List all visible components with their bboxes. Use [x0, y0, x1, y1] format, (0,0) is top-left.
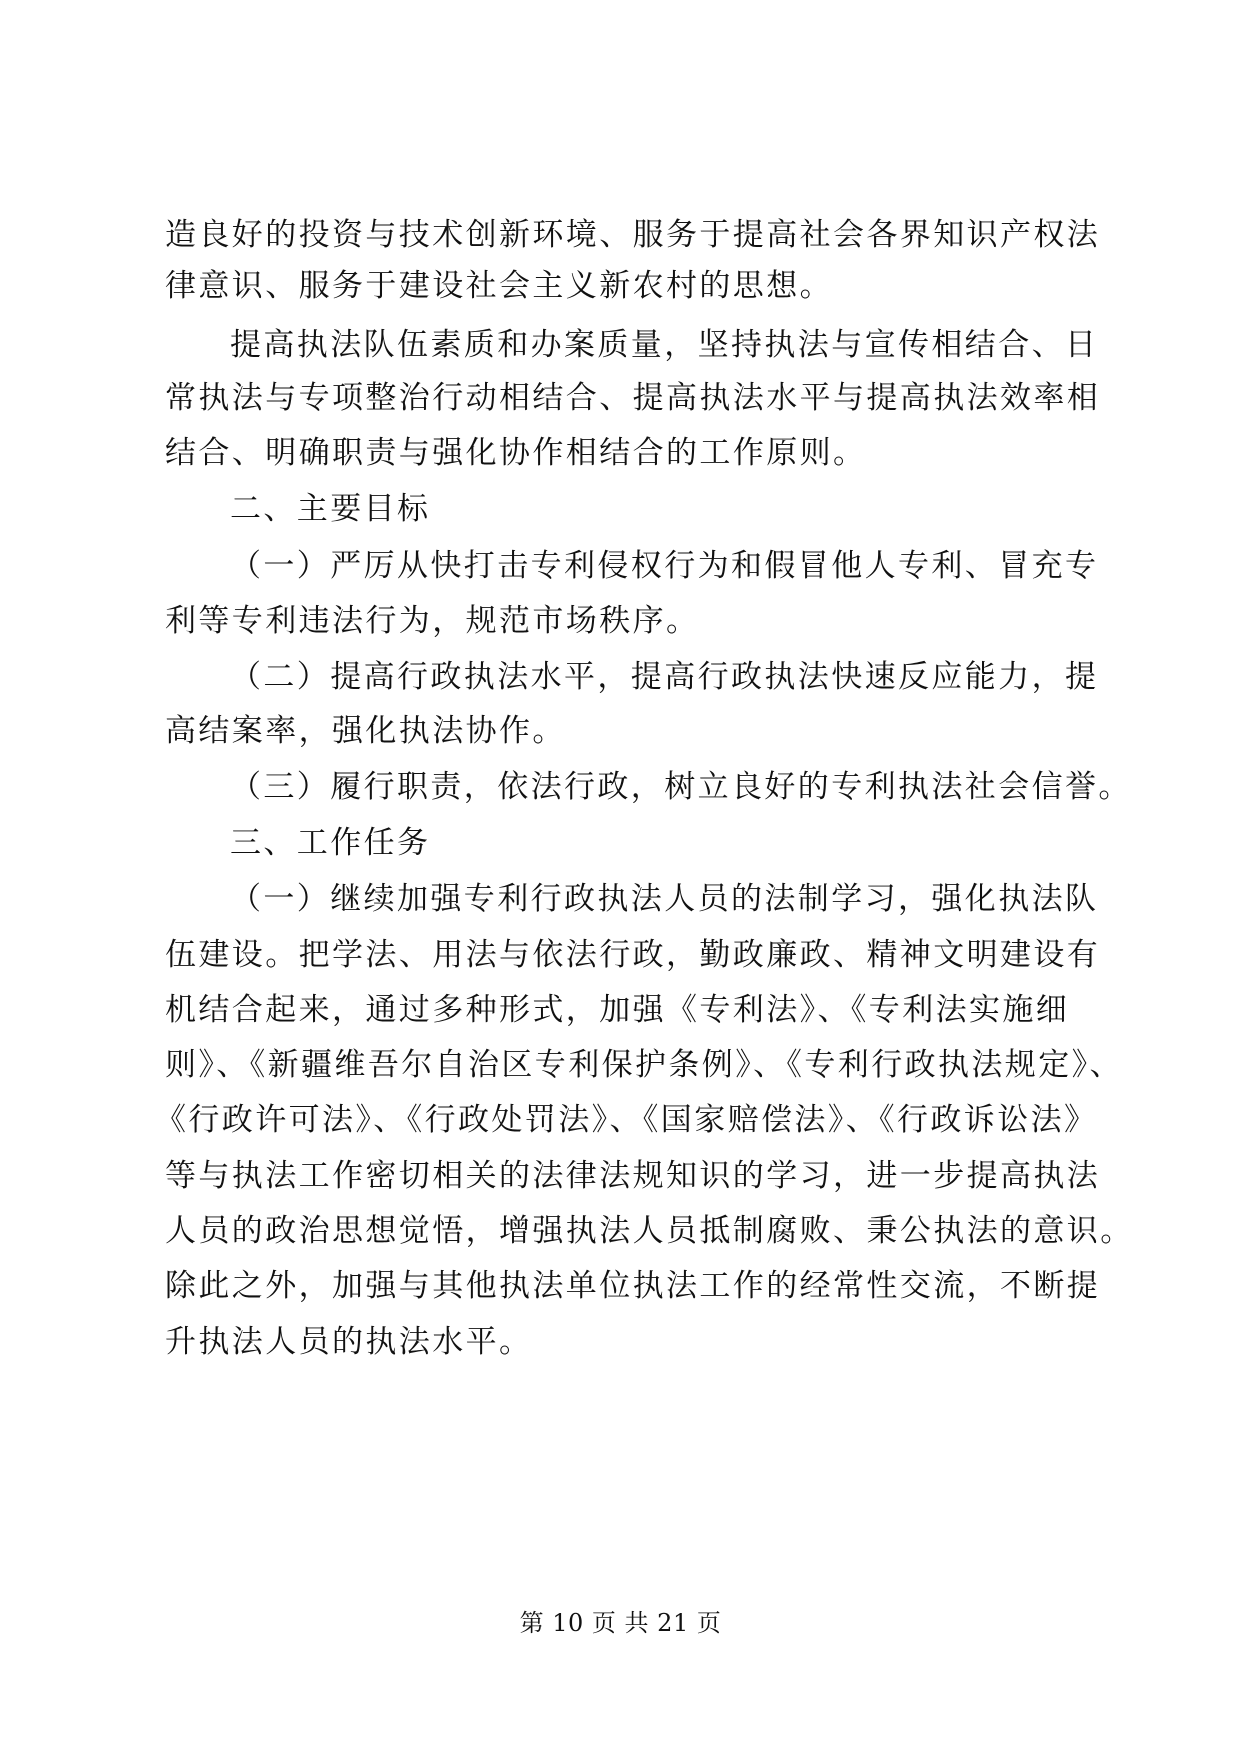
paragraph-line: 除此之外，加强与其他执法单位执法工作的经常性交流，不断提 [165, 1268, 1101, 1304]
paragraph-line: 升执法人员的执法水平。 [165, 1324, 533, 1360]
paragraph-line: 伍建设。把学法、用法与依法行政，勤政廉政、精神文明建设有 [165, 937, 1101, 973]
paragraph-line: 提高执法队伍素质和办案质量，坚持执法与宣传相结合、日 [230, 327, 1099, 363]
paragraph-line: 《行政许可法》、《行政处罚法》、《国家赔偿法》、《行政诉讼法》 [155, 1102, 1098, 1138]
paragraph-line: 等与执法工作密切相关的法律法规知识的学习，进一步提高执法 [165, 1158, 1101, 1194]
paragraph-line: 造良好的投资与技术创新环境、服务于提高社会各界知识产权法 [165, 217, 1101, 253]
paragraph-line: 则》、《新疆维吾尔自治区专利保护条例》、《专利行政执法规定》、 [165, 1047, 1123, 1083]
section-heading: 二、主要目标 [230, 491, 431, 527]
paragraph-line: 人员的政治思想觉悟，增强执法人员抵制腐败、秉公执法的意识。 [165, 1213, 1134, 1249]
paragraph-line: （一）严厉从快打击专利侵权行为和假冒他人专利、冒充专 [230, 548, 1099, 584]
paragraph-line: （二）提高行政执法水平，提高行政执法快速反应能力，提 [230, 659, 1099, 695]
paragraph-line: （三）履行职责，依法行政，树立良好的专利执法社会信誉。 [230, 769, 1132, 805]
paragraph-line: （一）继续加强专利行政执法人员的法制学习，强化执法队 [230, 881, 1099, 917]
section-heading: 三、工作任务 [230, 825, 431, 861]
paragraph-line: 高结案率，强化执法协作。 [165, 713, 566, 749]
paragraph-line: 机结合起来，通过多种形式，加强《专利法》、《专利法实施细 [165, 992, 1070, 1028]
page-indicator: 第 10 页 共 21 页 [519, 1609, 722, 1637]
paragraph-line: 律意识、服务于建设社会主义新农村的思想。 [165, 268, 833, 304]
paragraph-line: 利等专利违法行为，规范市场秩序。 [165, 603, 700, 639]
paragraph-line: 常执法与专项整治行动相结合、提高执法水平与提高执法效率相 [165, 380, 1101, 416]
paragraph-line: 结合、明确职责与强化协作相结合的工作原则。 [165, 435, 867, 471]
